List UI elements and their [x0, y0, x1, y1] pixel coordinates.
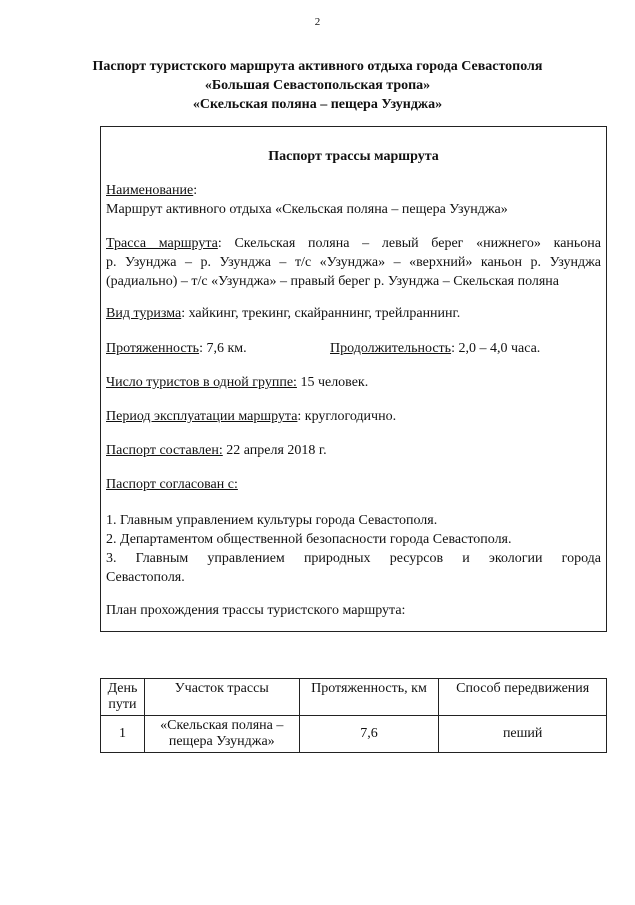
name-value: Маршрут активного отдыха «Скельская поляна – пещера Узунджа»	[106, 202, 508, 217]
group-value: 15 человек.	[296, 375, 369, 390]
col-header-segment: Участок трассы	[144, 679, 299, 716]
table-row	[101, 716, 607, 753]
group-line	[106, 373, 601, 392]
col-header-mode: Способ передвижения	[439, 679, 607, 716]
plan-label: План прохождения трассы туристского маршрута:	[106, 603, 406, 618]
cell-mode: пеший	[439, 716, 607, 753]
name-label: Наименование	[106, 183, 194, 198]
table-header-row	[101, 679, 607, 716]
duration-value: : 2,0 – 4,0 часа.	[451, 341, 541, 356]
tourism-label: Вид туризма	[106, 306, 182, 321]
length-label: Протяженность	[106, 341, 200, 356]
tourism-line	[106, 304, 601, 323]
compiled-value: 22 апреля 2018 г.	[222, 443, 327, 458]
heading-line-1: Паспорт туристского маршрута активного отдыха города Севастополя	[92, 59, 543, 74]
tourism-value: : хайкинг, трекинг, скайраннинг, трейлраннинг.	[181, 306, 461, 321]
col-header-day: День пути	[101, 679, 145, 716]
route-table	[100, 678, 607, 753]
agreed-label: Паспорт согласован с:	[106, 477, 238, 492]
agreed-item-3-cont: Севастополя.	[106, 570, 185, 585]
period-line	[106, 407, 601, 426]
passport-box	[100, 126, 607, 632]
compiled-line	[106, 441, 601, 460]
length-duration-line	[106, 339, 601, 358]
cell-segment: «Скельская поляна – пещера Узунджа»	[144, 716, 299, 753]
duration-block	[330, 339, 540, 358]
cell-day: 1	[101, 716, 145, 753]
name-label-line: Наименование:	[106, 183, 198, 198]
agreed-item-3: 3. Главным управлением природных ресурсов и экологии города	[106, 551, 601, 566]
agreed-item-2: 2. Департаментом общественной безопасности города Севастополя.	[106, 532, 512, 547]
route-label: Трасса маршрута	[106, 236, 218, 251]
duration-label: Продолжительность	[330, 341, 452, 356]
route-line-1	[106, 234, 601, 253]
period-value: : круглогодично.	[297, 409, 397, 424]
passport-title: Паспорт трассы маршрута	[268, 149, 439, 164]
period-label: Период эксплуатации маршрута	[106, 409, 298, 424]
page-number: 2	[314, 16, 321, 28]
col-header-length: Протяженность, км	[299, 679, 439, 716]
route-line-3: (радиально) – т/с «Узунджа» – правый берег р. Узунджа – Скельская поляна	[106, 274, 560, 289]
route-text-1: : Скельская поляна – левый берег «нижнего» каньона	[217, 236, 601, 251]
cell-length: 7,6	[299, 716, 439, 753]
route-line-2: р. Узунджа – р. Узунджа – т/с «Узунджа» – «верхний» каньон р. Узунджа	[106, 255, 601, 270]
heading-line-2: «Большая Севастопольская тропа»	[204, 78, 431, 93]
agreed-line	[106, 475, 601, 494]
compiled-label: Паспорт составлен:	[106, 443, 223, 458]
agreed-item-1: 1. Главным управлением культуры города Севастополя.	[106, 513, 438, 528]
length-value: : 7,6 км.	[199, 341, 247, 356]
document-heading	[0, 57, 635, 114]
group-label: Число туристов в одной группе:	[106, 375, 297, 390]
heading-line-3: «Скельская поляна – пещера Узунджа»	[192, 97, 443, 112]
